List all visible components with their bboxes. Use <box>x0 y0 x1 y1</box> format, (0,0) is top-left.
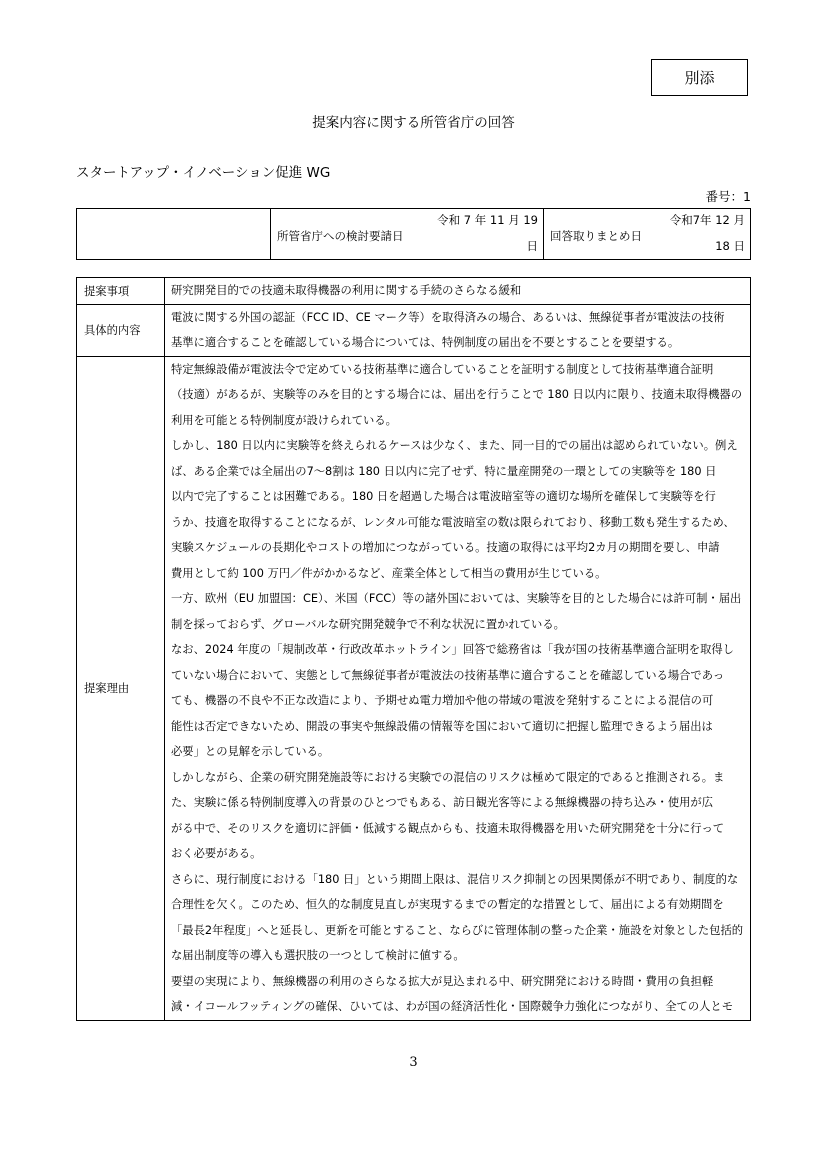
request-date-value: 令和 7 年 11 月 19 <box>437 213 538 227</box>
details-label: 具体的内容 <box>77 304 165 356</box>
proposal-number: 番号：1 <box>705 189 751 204</box>
reason-line: なお、2024 年度の「規制改革・行政改革ホットライン」回答で総務省は「我が国の技術基準適合証明を取得し <box>171 643 734 656</box>
details-line: 電波に関する外国の認証（FCC ID、CE マーク等）を取得済みの場合、あるいは、無線従事者が電波法の技術 <box>171 310 725 324</box>
subject-content <box>165 278 751 305</box>
dates-table <box>76 208 751 260</box>
reason-line: ても、機器の不良や不正な改造により、予期せぬ電力増加や他の帯域の電波を発射することによる混信の可 <box>171 694 714 707</box>
reason-line: 合理性を欠く。このため、恒久的な制度見直しが実現するまでの暫定的な措置として、届出による有効期間を <box>171 898 724 911</box>
reason-line: 利用を可能とる特例制度が設けられている。 <box>171 413 397 427</box>
reason-label: 提案理由 <box>77 356 165 1020</box>
answer-date-value-day: 18 日 <box>715 239 745 253</box>
reason-line: 特定無線設備が電波法令で定めている技術基準に適合していることを証明する制度として技術基準適合証明 <box>171 362 714 376</box>
reason-line: 以内で完了することは困難である。180 日を超過した場合は電波暗室等の適切な場所を確保して実験等を行 <box>171 490 716 503</box>
reason-line: 実験スケジュールの長期化やコストの増加につながっている。技適の取得には平均2カ月の期間を要し、申請 <box>171 541 720 554</box>
reason-line: うか、技適を取得することになるが、レンタル可能な電波暗室の数は限られており、移動工数も発生するため、 <box>171 515 735 529</box>
reason-line: しかし、180 日以内に実験等を終えられるケースは少なく、また、同一目的での届出は認められていない。例え <box>171 439 738 452</box>
reason-line: がる中で、そのリスクを適切に評価・低減する観点からも、技適未取得機器を用いた研究開発を十分に行って <box>171 821 725 835</box>
annex-label: 別添 <box>651 59 748 96</box>
answer-date-label: 回答取りまとめ日 <box>550 229 642 243</box>
dates-empty-cell <box>77 209 271 260</box>
reason-line: さらに、現行制度における「180 日」という期間上限は、混信リスク抑制との因果関係が不明であり、制度的な <box>171 872 739 886</box>
request-date-cell <box>271 209 544 260</box>
reason-line: な届出制度等の導入も選択肢の一つとして検討に値する。 <box>171 949 465 962</box>
document-title: 提案内容に関する所管省庁の回答 <box>312 115 515 131</box>
request-date-value-day: 日 <box>526 239 538 253</box>
reason-line: た、実験に係る特例制度導入の背景のひとつでもある、訪日観光客等による無線機器の持ち込み・使用が広 <box>171 796 714 809</box>
reason-line: 制を採っておらず、グローバルな研究開発競争で不利な状況に置かれている。 <box>171 617 565 631</box>
reason-line: ば、ある企業では全届出の7～8割は 180 日以内に完了せず、特に量産開発の一環としての実験等を 180 日 <box>171 464 717 478</box>
details-line: 基準に適合することを確認している場合については、特例制度の届出を不要とすることを要望する。 <box>171 336 680 349</box>
table-row-details <box>77 304 751 356</box>
table-row-reason <box>77 356 751 1020</box>
reason-line: 能性は否定できないため、開設の事実や無線設備の情報等を国において適切に把握し監理できるよう届出は <box>171 719 713 733</box>
table-row-subject <box>77 278 751 305</box>
reason-line: ていない場合において、実態として無線従事者が電波法の技術基準に適合することを確認している場合であっ <box>171 668 725 682</box>
reason-line: 減・イコールフッティングの確保、ひいては、わが国の経済活性化・国際競争力強化につながり、全ての人とモ <box>171 1000 734 1013</box>
subject-label: 提案事項 <box>77 278 165 305</box>
working-group-name: スタートアップ・イノベーション促進 WG <box>76 165 331 181</box>
reason-line: 費用として約 100 万円／件がかかるなど、産業全体として相当の費用が生じている。 <box>171 566 607 580</box>
reason-line: 「最長2年程度」へと延長し、更新を可能とすること、ならびに管理体制の整った企業・施設を対象とした包括的 <box>171 923 744 937</box>
answer-date-cell <box>544 209 751 260</box>
page-number: 3 <box>409 1055 418 1070</box>
details-content <box>165 304 751 356</box>
reason-line: しかしながら、企業の研究開発施設等における実験での混信のリスクは極めて限定的であると推測される。ま <box>171 770 725 784</box>
reason-line: 要望の実現により、無線機器の利用のさらなる拡大が見込まれる中、研究開発における時間・費用の負担軽 <box>171 974 714 988</box>
reason-line: 必要」との見解を示している。 <box>171 745 330 758</box>
reason-line: おく必要がある。 <box>171 847 262 860</box>
reason-line: （技適）があるが、実験等のみを目的とする場合には、届出を行うことで 180 日以内に限り、技適未取得機器の <box>171 388 742 401</box>
answer-date-value: 令和7年 12 月 <box>669 213 745 227</box>
reason-line: 一方、欧州（EU 加盟国：CE）、米国（FCC）等の諸外国においては、実験等を目的とした場合には許可制・届出 <box>171 592 742 605</box>
subject-line: 研究開発目的での技適未取得機器の利用に関する手続のさらなる緩和 <box>171 284 522 297</box>
request-date-label: 所管省庁への検討要請日 <box>277 229 404 243</box>
reason-content <box>165 356 751 1020</box>
proposal-table <box>76 277 751 1021</box>
